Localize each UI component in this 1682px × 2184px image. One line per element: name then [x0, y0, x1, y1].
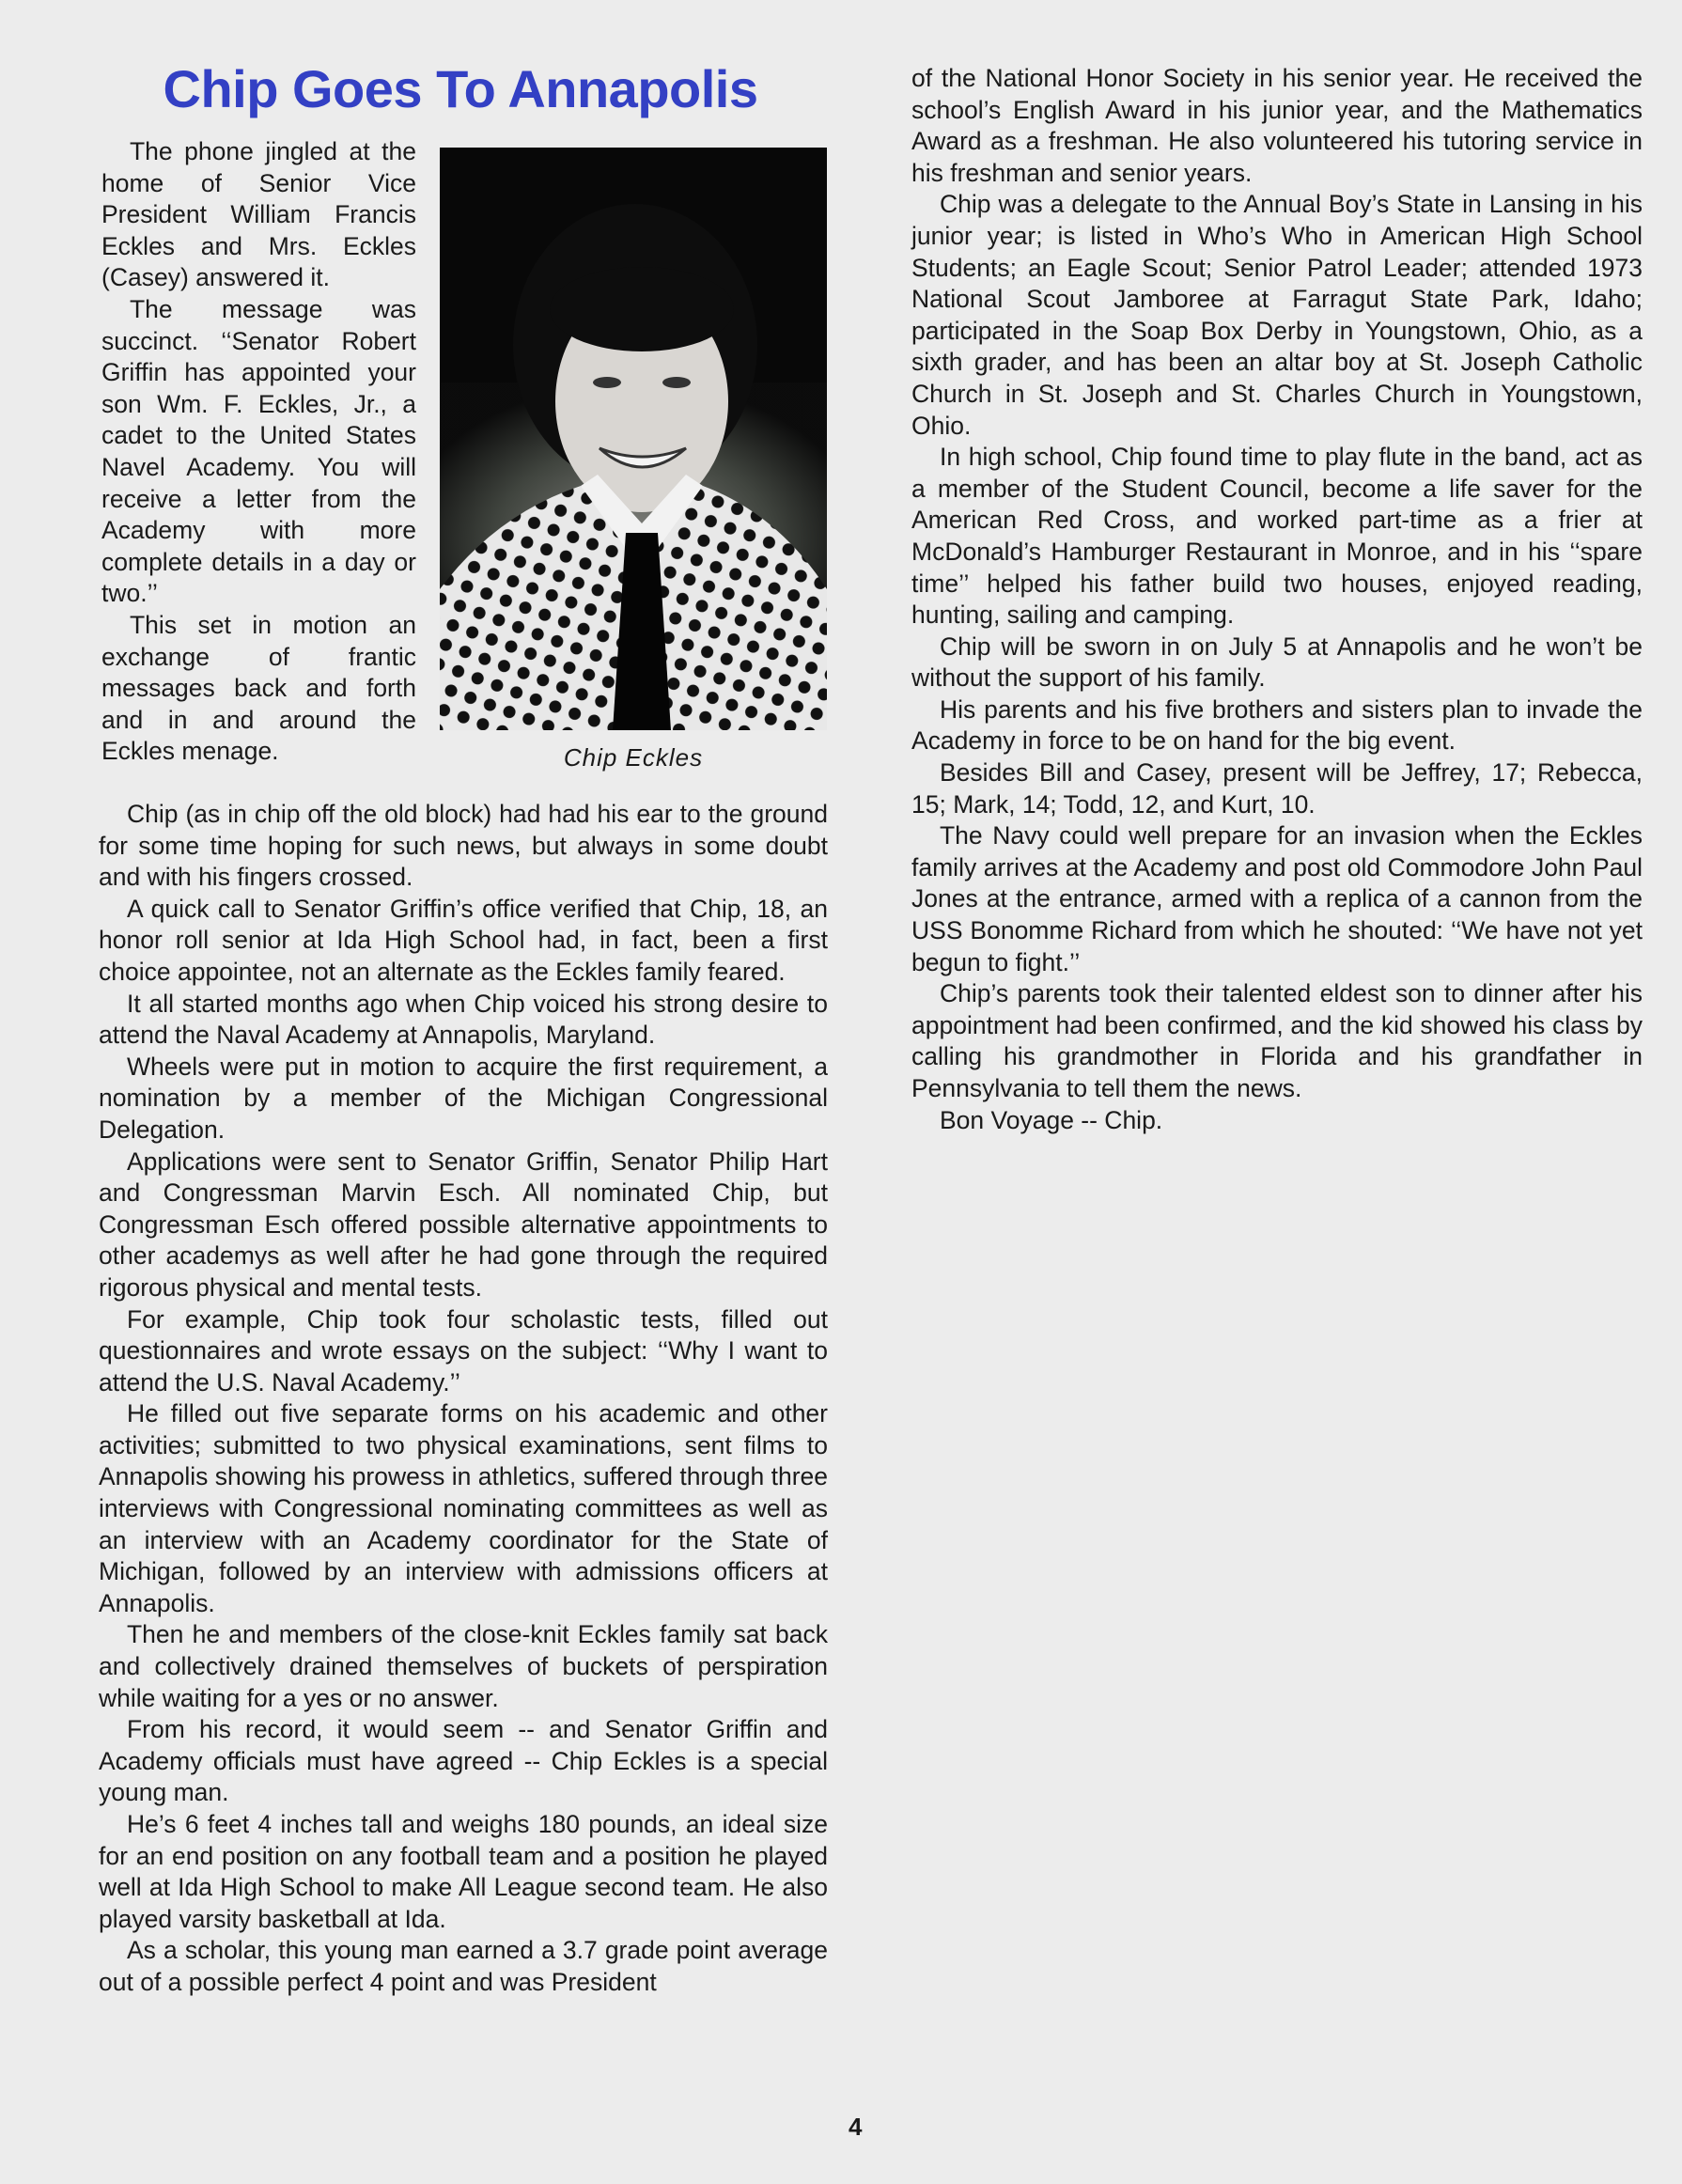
intro-narrow-column: [101, 136, 416, 768]
paragraph: For example, Chip took four scholastic tests, filled out questionnaires and wrote essays on the subject: ‘‘Why I want to attend the U.S. Naval Academy.’’: [99, 1304, 828, 1396]
paragraph: He’s 6 feet 4 inches tall and weighs 180 pounds, an ideal size for an end position on any football team and a position he played well at Ida High School to make All League second team. He also played varsity basketball at Ida.: [99, 1810, 828, 1933]
paragraph: His parents and his five brothers and sisters plan to invade the Academy in force to be on hand for the big event.: [911, 694, 1643, 756]
paragraph: This set in motion an exchange of frantic messages back and forth and in and around the Eckles menage.: [101, 610, 416, 766]
article-title: Chip Goes To Annapolis: [163, 59, 758, 118]
paragraph: The message was succinct. ‘‘Senator Robert Griffin has appointed your son Wm. F. Eckles, Jr., a cadet to the United States Navel Academy. You will receive a letter from the Academy with more complete details in a day or two.’’: [101, 294, 416, 608]
paragraph: Chip was a delegate to the Annual Boy’s State in Lansing in his junior year; is listed in Who’s Who in American High School Students; an Eagle Scout; Senior Patrol Leader; attended 1973 National Scout Jamboree at Farragut State Park, Idaho; participated in the Soap Box Derby in Youngstown, Ohio, as a sixth grader, and has been an altar boy at St. Joseph Catholic Church in St. Joseph and St. Charles Church in Youngstown, Ohio.: [911, 190, 1643, 440]
paragraph: Chip will be sworn in on July 5 at Annapolis and he won’t be without the support of his family.: [911, 632, 1643, 693]
portrait-illustration: [440, 148, 827, 730]
portrait-photo: [440, 148, 827, 730]
paragraph: The Navy could well prepare for an invasion when the Eckles family arrives at the Academy and post old Commodore John Paul Jones at the entrance, armed with a replica of a cannon from the USS Bonomme Richard from which he shouted: ‘‘We have not yet begun to fight.’’: [911, 821, 1643, 976]
paragraph: Then he and members of the close-knit Eckles family sat back and collectively drained themselves of buckets of perspiration while waiting for a yes or no answer.: [99, 1620, 828, 1712]
paragraph: As a scholar, this young man earned a 3.7 grade point average out of a possible perfect 4 point and was President: [99, 1936, 828, 1996]
left-column: [99, 799, 828, 1999]
paragraph: A quick call to Senator Griffin’s office verified that Chip, 18, an honor roll senior at Ida High School had, in fact, been a first choice appointee, not an alternate as the Eckles family feared.: [99, 894, 828, 986]
paragraph: Chip’s parents took their talented eldest son to dinner after his appointment had been confirmed, and the kid showed his class by calling his grandmother in Florida and his grandfather in Pennsylvania to tell them the news.: [911, 979, 1643, 1102]
paragraph: Applications were sent to Senator Griffin, Senator Philip Hart and Congressman Marvin Esch. All nominated Chip, but Congressman Esch offered possible alternative appointments to other academys as well after he had gone through the required rigorous physical and mental tests.: [99, 1147, 828, 1302]
paragraph: Wheels were put in motion to acquire the first requirement, a nomination by a member of the Michigan Congressional Delegation.: [99, 1052, 828, 1144]
paragraph: In high school, Chip found time to play flute in the band, act as a member of the Student Council, become a life saver for the American Red Cross, and worked part-time as a frier at McDonald’s Hamburger Restaurant in Monroe, and in his ‘‘spare time’’ helped his father build two houses, enjoyed reading, hunting, sailing and camping.: [911, 443, 1643, 630]
paragraph: He filled out five separate forms on his academic and other activities; submitted to two physical examinations, sent films to Annapolis showing his prowess in athletics, suffered through three interviews with Congressional nominating committees as well as an interview with an Academy coordinator for the State of Michigan, followed by an interview with admissions officers at Annapolis.: [99, 1399, 828, 1617]
paragraph: It all started months ago when Chip voiced his strong desire to attend the Naval Academy at Annapolis, Maryland.: [99, 989, 828, 1050]
page-number: 4: [849, 2113, 863, 2141]
portrait-figure: [440, 148, 827, 772]
paragraph: Bon Voyage -- Chip.: [940, 1105, 1163, 1134]
paragraph: Besides Bill and Casey, present will be Jeffrey, 17; Rebecca, 15; Mark, 14; Todd, 12, and Kurt, 10.: [911, 758, 1643, 819]
paragraph: Chip (as in chip off the old block) had had his ear to the ground for some time hoping for such news, but always in some doubt and with his fingers crossed.: [99, 800, 828, 892]
right-column: [911, 63, 1643, 1136]
photo-caption: Chip Eckles: [563, 743, 704, 772]
paragraph: The phone jingled at the home of Senior Vice President William Francis Eckles and Mrs. Eckles (Casey) answered it.: [101, 137, 416, 292]
paragraph: From his record, it would seem -- and Senator Griffin and Academy officials must have agreed -- Chip Eckles is a special young man.: [99, 1715, 828, 1807]
paragraph-continuation: of the National Honor Society in his senior year. He received the school’s English Award in his junior year, and the Mathematics Award as a freshman. He also volunteered his tutoring service in his freshman and senior years.: [911, 64, 1643, 187]
